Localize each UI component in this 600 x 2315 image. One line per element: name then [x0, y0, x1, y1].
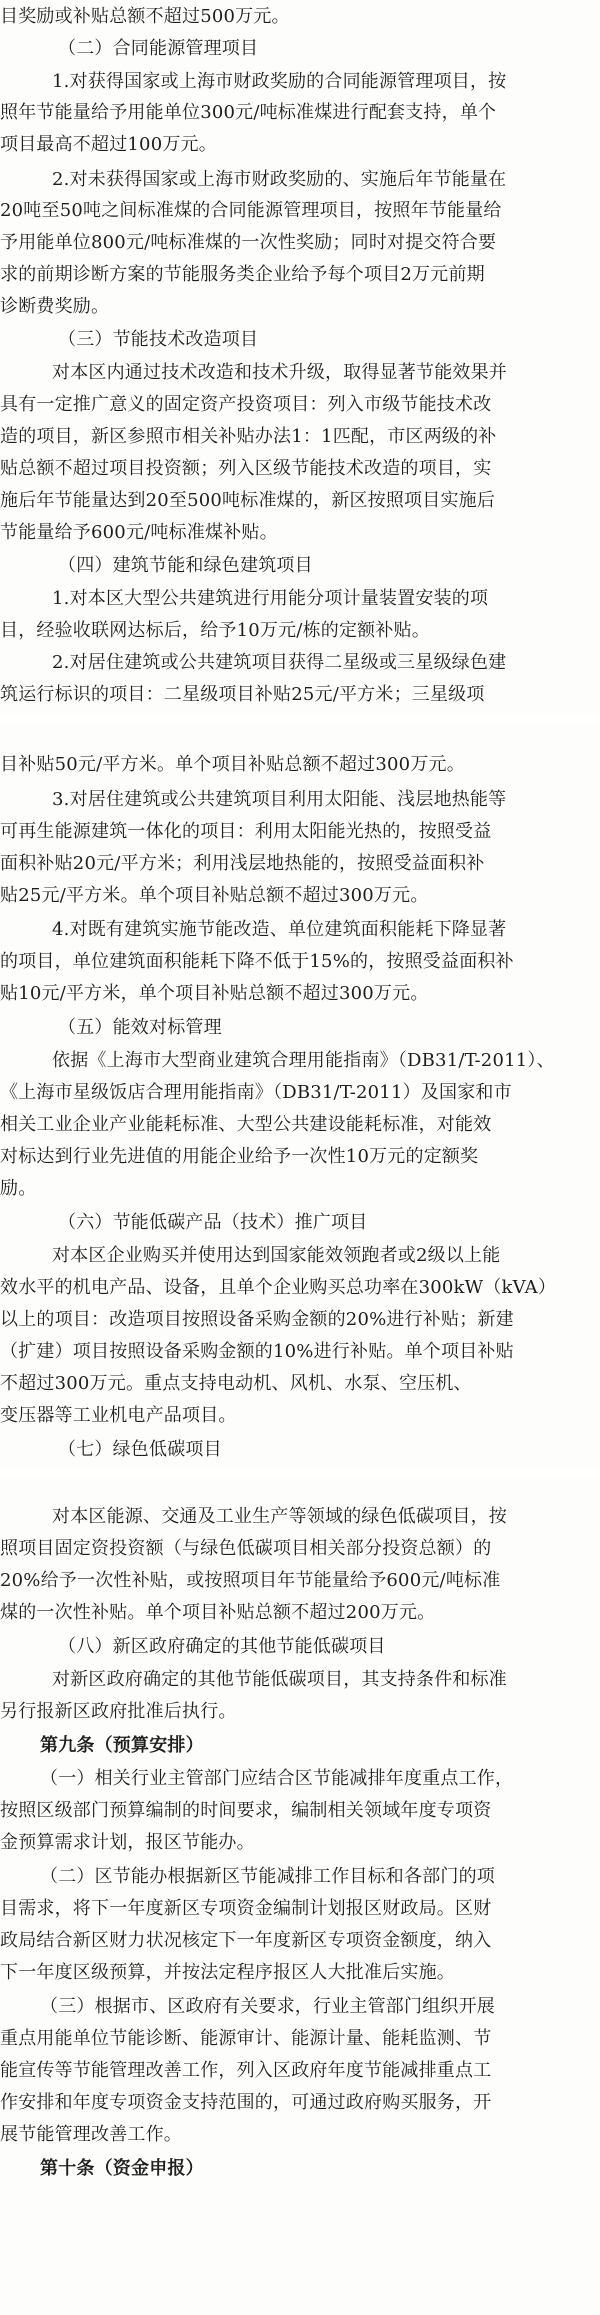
article-heading: 第九条（预算安排） — [40, 1735, 204, 1756]
text-line: 20吨至50吨之间标准煤的合同能源管理项目，按照年节能量给 — [0, 200, 502, 221]
section-heading: （五）能效对标管理 — [58, 1017, 222, 1038]
text-line: 展节能管理改善工作。 — [0, 2124, 182, 2145]
text-line: 能宣传等节能管理改善工作，列入区政府年度节能减排重点工 — [0, 2060, 492, 2081]
text-line: 1.对本区大型公共建筑进行用能分项计量装置安装的项 — [52, 588, 489, 609]
text-line: 金预算需求计划，报区节能办。 — [0, 1832, 255, 1853]
page-break-gap — [0, 714, 600, 724]
text-line: 不超过300万元。重点支持电动机、风机、水泵、空压机、 — [0, 1373, 472, 1394]
text-line: 效水平的机电产品、设备，且单个企业购买总功率在300kW（kVA） — [0, 1277, 557, 1298]
text-line: （二）区节能办根据新区节能减排工作目标和各部门的项 — [40, 1866, 495, 1887]
section-heading: （六）节能低碳产品（技术）推广项目 — [58, 1212, 368, 1233]
text-line: （扩建）项目按照设备采购金额的10%进行补贴。单个项目补贴 — [0, 1341, 514, 1362]
text-line: 2.对居住建筑或公共建筑项目获得二星级或三星级绿色建 — [52, 652, 507, 673]
text-line: 对新区政府确定的其他节能低碳项目，其支持条件和标准 — [52, 1669, 507, 1690]
text-line: 目奖励或补贴总额不超过500万元。 — [0, 6, 290, 27]
text-line: 贴25元/平方米。单个项目补贴总额不超过300万元。 — [0, 885, 429, 906]
text-line: 项目最高不超过100万元。 — [0, 134, 217, 155]
text-line: 目，经验收联网达标后，给予10万元/栋的定额补贴。 — [0, 620, 430, 641]
text-line: 对本区企业购买并使用达到国家能效领跑者或2级以上能 — [52, 1245, 501, 1266]
text-line: 变压器等工业机电产品项目。 — [0, 1405, 237, 1426]
text-line: （三）根据市、区政府有关要求，行业主管部门组织开展 — [40, 1996, 495, 2017]
text-line: 另行报新区政府批准后执行。 — [0, 1701, 237, 1722]
section-heading: （二）合同能源管理项目 — [58, 38, 259, 59]
article-heading: 第十条（资金申报） — [40, 2158, 204, 2179]
text-line: 20%给予一次性补贴，或按照项目年节能量给予600元/吨标准 — [0, 1570, 501, 1591]
text-line: 2.对未获得国家或上海市财政奖励的、实施后年节能量在 — [52, 169, 507, 190]
text-line: 筑运行标识的项目：二星级项目补贴25元/平方米；三星级项 — [0, 684, 485, 705]
text-line: 施后年节能量达到20至500吨标准煤的，新区按照项目实施后 — [0, 490, 496, 511]
text-line: 相关工业企业产业能耗标准、大型公共建设能耗标准，对能效 — [0, 1114, 492, 1135]
text-line: 贴总额不超过项目投资额；列入区级节能技术改造的项目，实 — [0, 458, 492, 479]
text-line: 3.对居住建筑或公共建筑项目利用太阳能、浅层地热能等 — [52, 789, 507, 810]
text-line: 对本区内通过技术改造和技术升级，取得显著节能效果并 — [52, 362, 507, 383]
page-break-gap — [0, 1468, 600, 1478]
text-line: 按照区级部门预算编制的时间要求，编制相关领域年度专项资 — [0, 1800, 492, 1821]
text-line: 诊断费奖励。 — [0, 296, 110, 317]
text-line: 予用能单位800元/吨标准煤的一次性奖励；同时对提交符合要 — [0, 232, 497, 253]
text-line: 造的项目，新区参照市相关补贴办法1：1匹配，市区两级的补 — [0, 426, 497, 447]
text-line: 对标达到行业先进值的用能企业给予一次性10万元的定额奖 — [0, 1146, 479, 1167]
section-heading: （四）建筑节能和绿色建筑项目 — [58, 555, 313, 576]
text-line: 励。 — [0, 1178, 37, 1199]
text-line: 4.对既有建筑实施节能改造、单位建筑面积能耗下降显著 — [52, 919, 507, 940]
text-line: （一）相关行业主管部门应结合区节能减排年度重点工作， — [40, 1768, 514, 1789]
text-line: 作安排和年度专项资金支持范围的，可通过政府购买服务，开 — [0, 2092, 492, 2113]
section-heading: （七）绿色低碳项目 — [58, 1439, 222, 1460]
text-line: 下一年度区级预算，并按法定程序报区人大批准后实施。 — [0, 1962, 455, 1983]
section-heading: （八）新区政府确定的其他节能低碳项目 — [58, 1636, 386, 1657]
text-line: 煤的一次性补贴。单个项目补贴总额不超过200万元。 — [0, 1602, 436, 1623]
text-line: 以上的项目：改造项目按照设备采购金额的20%进行补贴；新建 — [0, 1309, 514, 1330]
text-line: 求的前期诊断方案的节能服务类企业给予每个项目2万元前期 — [0, 264, 485, 285]
text-line: 《上海市星级饭店合理用能指南》（DB31/T-2011）及国家和市 — [0, 1082, 512, 1103]
text-line: 节能量给予600元/吨标准煤补贴。 — [0, 522, 278, 543]
text-line: 贴10元/平方米，单个项目补贴总额不超过300万元。 — [0, 983, 429, 1004]
text-line: 目补贴50元/平方米。单个项目补贴总额不超过300万元。 — [0, 754, 465, 775]
text-line: 对本区能源、交通及工业生产等领域的绿色低碳项目，按 — [52, 1506, 507, 1527]
text-line: 1.对获得国家或上海市财政奖励的合同能源管理项目，按 — [52, 71, 507, 92]
text-line: 照年节能量给予用能单位300元/吨标准煤进行配套支持，单个 — [0, 102, 497, 123]
text-line: 的项目，单位建筑面积能耗下降不低于15%的，按照受益面积补 — [0, 951, 514, 972]
text-line: 具有一定推广意义的固定资产投资项目：列入市级节能技术改 — [0, 394, 492, 415]
text-line: 依据《上海市大型商业建筑合理用能指南》（DB31/T-2011）、 — [52, 1050, 555, 1071]
text-line: 面积补贴20元/平方米；利用浅层地热能的，按照受益面积补 — [0, 853, 485, 874]
text-line: 照项目固定资投资额（与绿色低碳项目相关部分投资总额）的 — [0, 1538, 492, 1559]
text-line: 重点用能单位节能诊断、能源审计、能源计量、能耗监测、节 — [0, 2028, 492, 2049]
text-line: 目需求，将下一年度新区专项资金编制计划报区财政局。区财 — [0, 1898, 492, 1919]
section-heading: （三）节能技术改造项目 — [58, 329, 259, 350]
text-line: 可再生能源建筑一体化的项目：利用太阳能光热的，按照受益 — [0, 821, 492, 842]
text-line: 政局结合新区财力状况核定下一年度新区专项资金额度，纳入 — [0, 1930, 492, 1951]
